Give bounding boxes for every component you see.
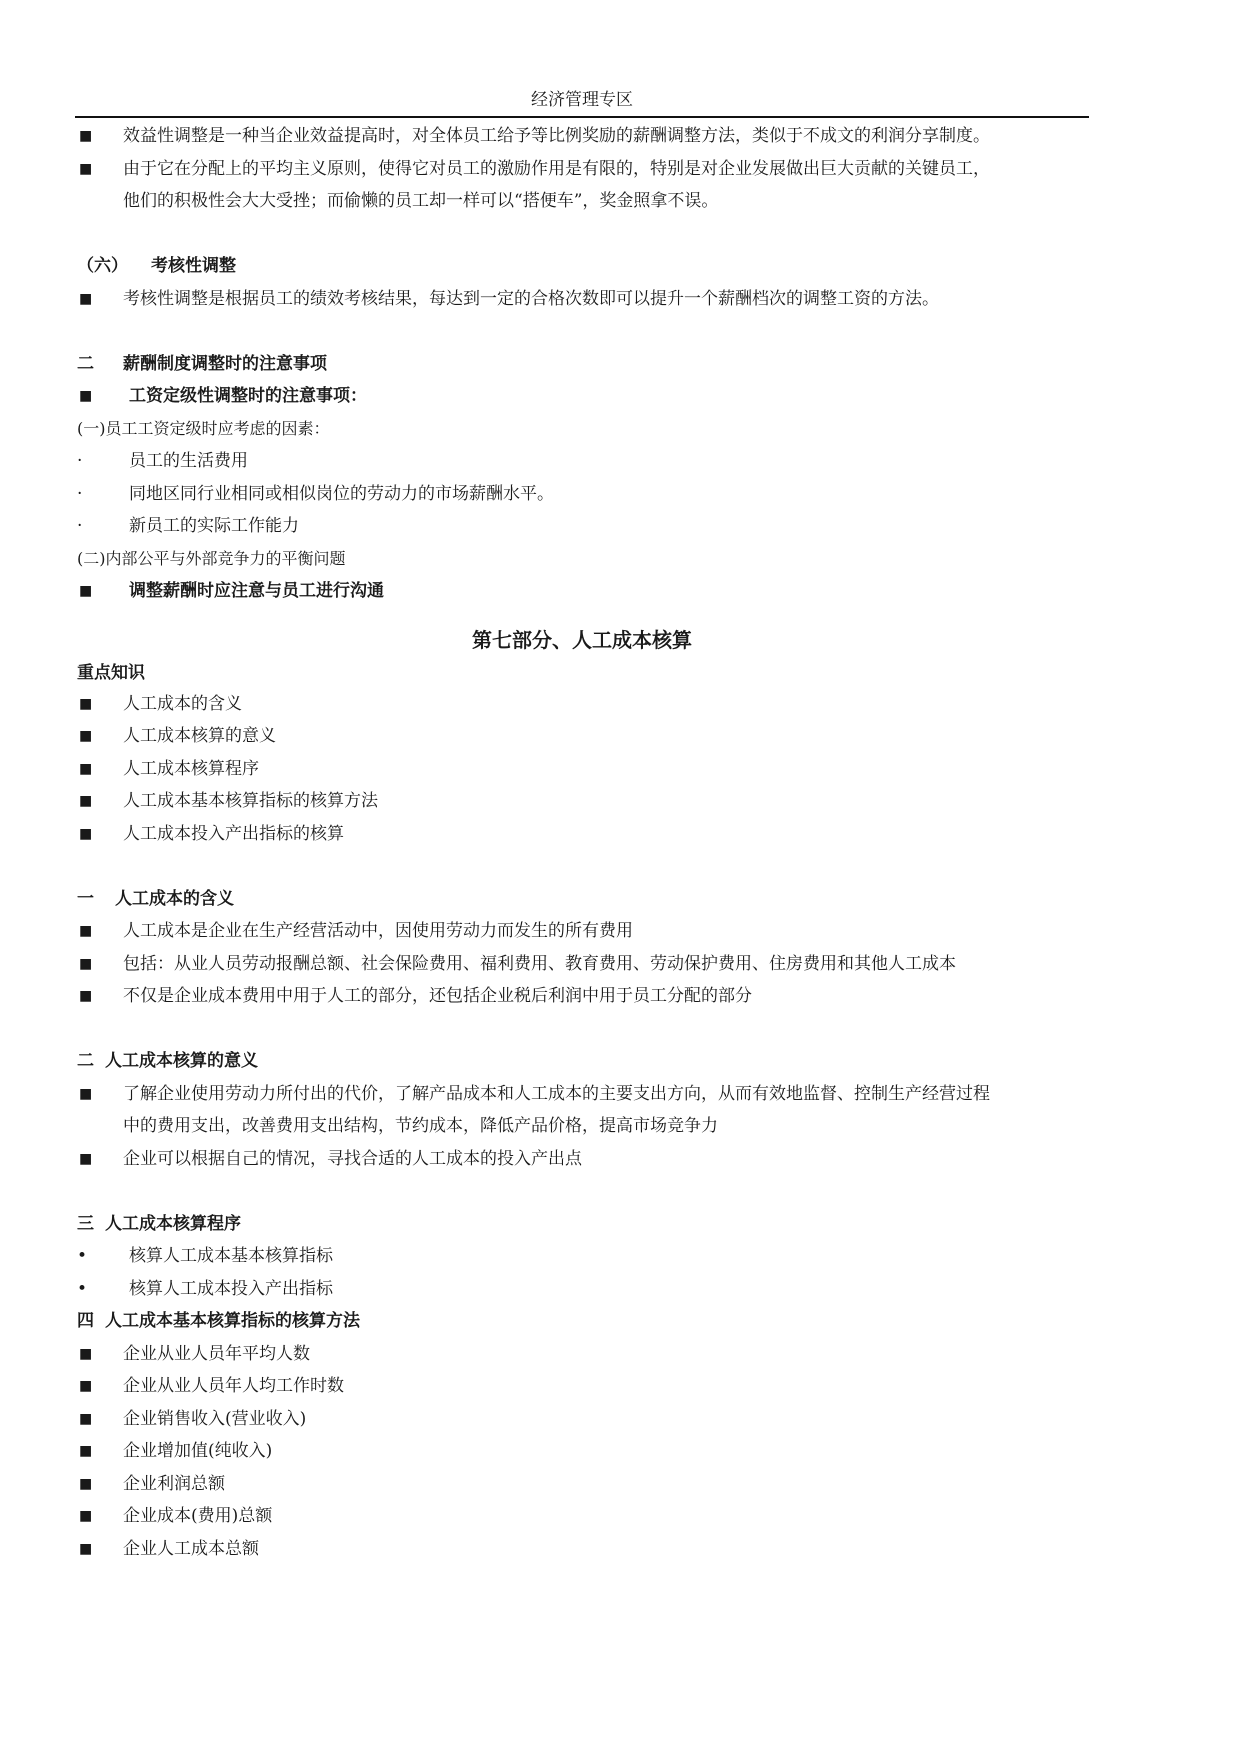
list-item-text: 中的费用支出，改善费用支出结构，节约成本，降低产品价格，提高市场竞争力 (123, 1116, 718, 1136)
list-item-text: 企业成本(费用)总额 (123, 1506, 273, 1526)
heading-number: 一 (77, 888, 94, 909)
list-item (77, 948, 1087, 981)
list-item-text: 人工成本核算的意义 (123, 726, 276, 746)
round-bullet-icon: • (77, 1246, 88, 1266)
list-item-text: 人工成本的含义 (123, 693, 242, 714)
dot-bullet-icon: · (77, 483, 83, 504)
page-header (75, 86, 1089, 118)
list-item (77, 1143, 1087, 1176)
heading-number: 四 (77, 1311, 94, 1331)
square-bullet-icon: ■ (79, 388, 93, 404)
list-item (77, 1338, 1087, 1371)
heading-title: 薪酬制度调整时的注意事项 (123, 353, 327, 374)
list-item (77, 153, 1087, 186)
heading-title: 人工成本核算的意义 (105, 1051, 258, 1071)
list-item (77, 818, 1087, 851)
list-item-text: 核算人工成本投入产出指标 (129, 1278, 333, 1299)
square-bullet-icon: ■ (79, 988, 93, 1004)
list-item-text: 核算人工成本基本核算指标 (129, 1246, 333, 1266)
list-item-text: 调整薪酬时应注意与员工进行沟通 (129, 581, 384, 601)
dot-bullet-icon: · (77, 516, 83, 536)
part-title-text: 第七部分、人工成本核算 (472, 627, 692, 652)
square-bullet-icon: ■ (79, 728, 93, 744)
list-item (77, 1435, 1087, 1468)
square-bullet-icon: ■ (79, 955, 93, 972)
section-heading (77, 1045, 1087, 1078)
header-title: 经济管理专区 (531, 90, 633, 110)
list-item-text: 了解企业使用劳动力所付出的代价，了解产品成本和人工成本的主要支出方向，从而有效地监督、控制生产经营过程 (123, 1083, 990, 1104)
key-knowledge-text: 重点知识 (77, 662, 145, 683)
list-item-text: 包括：从业人员劳动报酬总额、社会保险费用、福利费用、教育费用、劳动保护费用、住房费用和其他人工成本 (123, 953, 956, 974)
list-item-text: 人工成本投入产出指标的核算 (123, 823, 344, 844)
square-bullet-icon: ■ (79, 128, 93, 144)
list-item (77, 753, 1087, 786)
square-bullet-icon: ■ (79, 793, 93, 809)
list-item (77, 1533, 1087, 1566)
dot-list-item (77, 510, 1087, 543)
square-bullet-icon: ■ (79, 760, 93, 777)
list-item-text: 人工成本核算程序 (123, 758, 259, 779)
dot-list-item (77, 1240, 1087, 1273)
square-bullet-icon: ■ (79, 1085, 93, 1102)
list-item (77, 720, 1087, 753)
list-item-text: 他们的积极性会大大受挫；而偷懒的员工却一样可以“搭便车”，奖金照拿不误。 (123, 191, 719, 211)
list-item (77, 980, 1087, 1013)
list-item-text: 企业增加值(纯收入) (123, 1441, 273, 1461)
square-bullet-icon: ■ (79, 583, 93, 599)
heading-title: 人工成本核算程序 (105, 1213, 241, 1234)
square-bullet-icon: ■ (79, 1475, 93, 1492)
heading-number: （六） (77, 256, 128, 276)
list-item-text: 人工成本是企业在生产经营活动中，因使用劳动力而发生的所有费用 (123, 921, 633, 941)
round-bullet-icon: • (77, 1278, 88, 1299)
list-item (77, 1403, 1087, 1436)
list-item-text: 企业从业人员年人均工作时数 (123, 1376, 344, 1396)
list-item-continuation (77, 185, 1087, 218)
section-heading (77, 883, 1087, 916)
sub-heading-text: (二)内部公平与外部竞争力的平衡问题 (77, 548, 346, 568)
list-item-continuation (77, 1110, 1087, 1143)
square-bullet-icon: ■ (79, 1378, 93, 1394)
list-item-text: 新员工的实际工作能力 (129, 516, 299, 536)
dot-bullet-icon: · (77, 451, 83, 471)
heading-number: 二 (77, 353, 94, 374)
list-item-text: 效益性调整是一种当企业效益提高时，对全体员工给予等比例奖励的薪酬调整方法，类似于不成文的利润分享制度。 (123, 126, 990, 146)
list-item-text: 工资定级性调整时的注意事项： (129, 386, 367, 406)
list-item (77, 785, 1087, 818)
square-bullet-icon: ■ (79, 1150, 93, 1167)
sub-heading-text: (一)员工工资定级时应考虑的因素： (77, 418, 330, 438)
heading-title: 人工成本基本核算指标的核算方法 (105, 1311, 360, 1331)
square-bullet-icon: ■ (79, 1345, 93, 1362)
heading-number: 三 (77, 1213, 94, 1234)
list-item-text: 不仅是企业成本费用中用于人工的部分，还包括企业税后利润中用于员工分配的部分 (123, 986, 752, 1006)
square-bullet-icon: ■ (79, 825, 93, 842)
list-item (77, 380, 1087, 413)
list-item (77, 1370, 1087, 1403)
list-item (77, 283, 1087, 316)
list-item (77, 120, 1087, 153)
dot-list-item (77, 478, 1087, 511)
square-bullet-icon: ■ (79, 695, 93, 712)
section-heading (77, 348, 1087, 381)
list-item-text: 员工的生活费用 (129, 451, 248, 471)
square-bullet-icon: ■ (79, 1540, 93, 1557)
sub-heading (77, 543, 1087, 576)
list-item-text: 企业可以根据自己的情况，寻找合适的人工成本的投入产出点 (123, 1148, 582, 1169)
section-heading (77, 1208, 1087, 1241)
list-item-text: 企业从业人员年平均人数 (123, 1343, 310, 1364)
part-title (77, 622, 1087, 658)
square-bullet-icon: ■ (79, 1443, 93, 1459)
list-item (77, 915, 1087, 948)
list-item-text: 企业利润总额 (123, 1473, 225, 1494)
heading-title: 考核性调整 (151, 256, 236, 276)
list-item (77, 575, 1087, 608)
square-bullet-icon: ■ (79, 1410, 93, 1427)
square-bullet-icon: ■ (79, 290, 93, 307)
dot-list-item (77, 1273, 1087, 1306)
list-item-text: 企业人工成本总额 (123, 1538, 259, 1559)
list-item-text: 人工成本基本核算指标的核算方法 (123, 791, 378, 811)
list-item (77, 1500, 1087, 1533)
list-item-text: 同地区同行业相同或相似岗位的劳动力的市场薪酬水平。 (129, 483, 554, 504)
heading-title: 人工成本的含义 (115, 888, 234, 909)
subsection-heading (77, 250, 1087, 283)
list-item-text: 考核性调整是根据员工的绩效考核结果，每达到一定的合格次数即可以提升一个薪酬档次的调整工资的方法。 (123, 288, 939, 309)
heading-number: 二 (77, 1051, 94, 1071)
square-bullet-icon: ■ (79, 923, 93, 939)
list-item-text: 企业销售收入(营业收入) (123, 1408, 307, 1429)
square-bullet-icon: ■ (79, 1508, 93, 1524)
list-item (77, 688, 1087, 721)
sub-heading (77, 413, 1087, 446)
list-item-text: 由于它在分配上的平均主义原则，使得它对员工的激励作用是有限的，特别是对企业发展做出巨大贡献的关键员工， (123, 158, 990, 179)
dot-list-item (77, 445, 1087, 478)
document-body (77, 120, 1087, 1565)
section-heading (77, 1305, 1087, 1338)
key-knowledge-label (77, 658, 1087, 688)
list-item (77, 1468, 1087, 1501)
list-item (77, 1078, 1087, 1111)
square-bullet-icon: ■ (79, 160, 93, 177)
